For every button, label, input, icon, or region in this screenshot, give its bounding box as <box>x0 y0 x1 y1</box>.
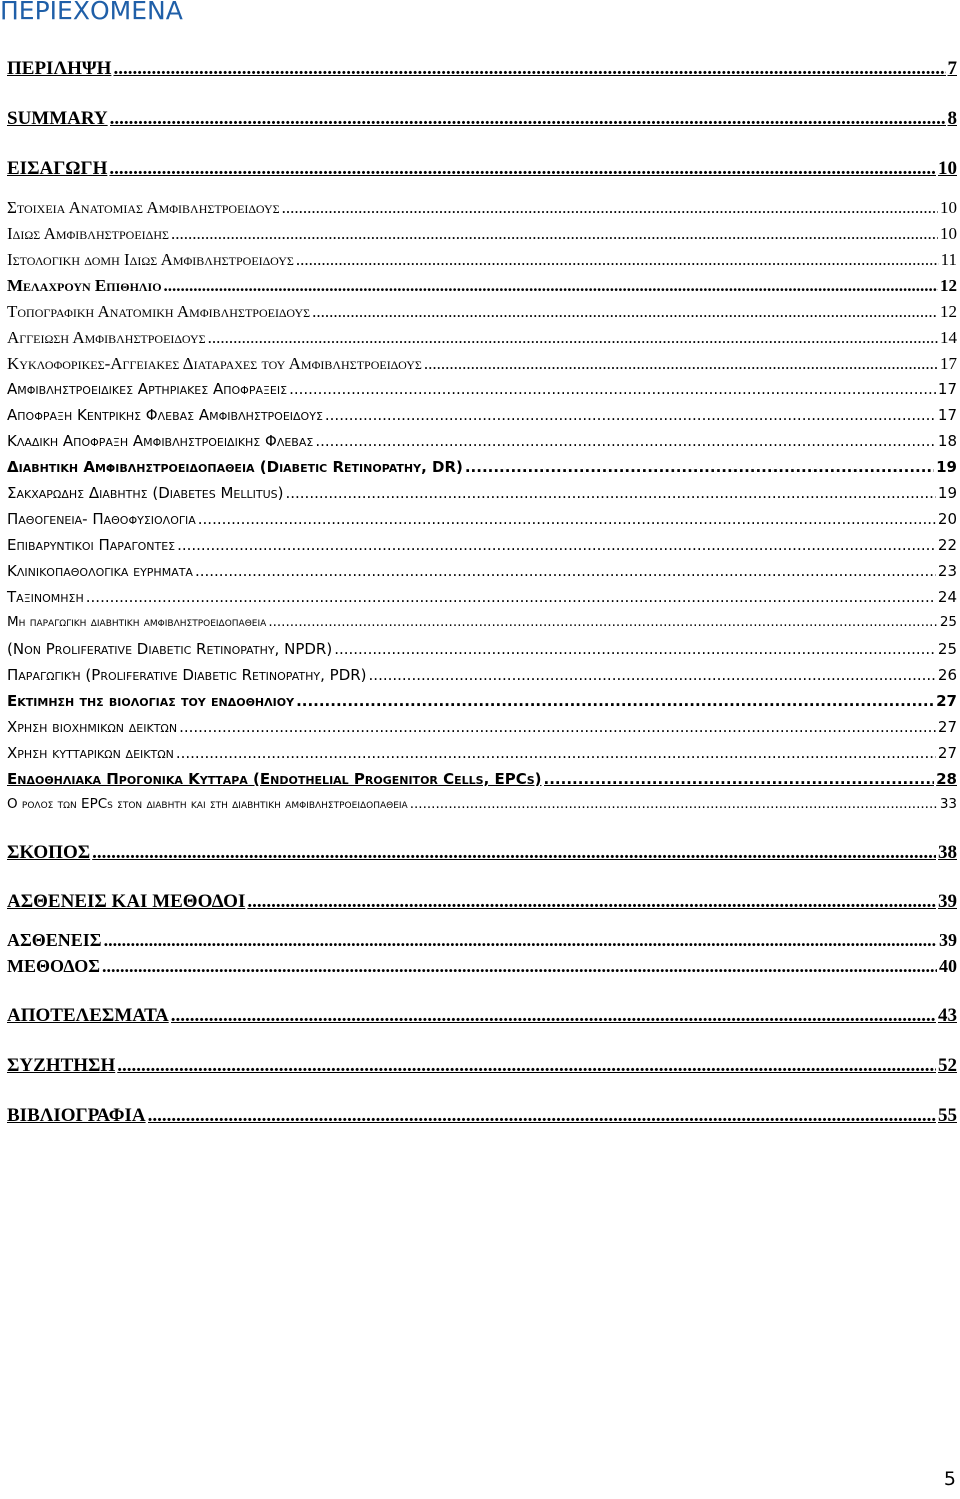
toc-entry-title: Παραγωγική (Proliferative Diabetic Retinopathy, PDR) <box>7 666 367 684</box>
toc-leader <box>410 796 938 812</box>
toc-entry-page: 19 <box>936 458 957 476</box>
toc-leader <box>424 354 938 374</box>
toc-entry-page: 12 <box>940 276 957 295</box>
toc-entry[interactable] <box>7 842 957 864</box>
toc-entry[interactable] <box>7 1005 957 1027</box>
toc-entry[interactable] <box>7 380 957 398</box>
toc-entry-title: Σακχαρωδης Διαβητης (Diabetes Mellitus) <box>7 484 284 502</box>
toc-entry-page: 17 <box>937 406 957 424</box>
toc-leader <box>325 406 936 424</box>
toc-entry-title: Τοπογραφικη Ανατομικη Αμφιβληστροειδους <box>7 302 311 321</box>
toc-entry-title: Κυκλοφορικες-Αγγειακες Διαταραχες του Αμφιβληστροειδους <box>7 354 422 373</box>
toc-leader <box>334 640 936 658</box>
toc-leader <box>179 718 936 736</box>
toc-entry-page: 7 <box>947 58 957 79</box>
toc-entry-title: Διαβητικη Αμφιβληστροειδοπαθεια (Diabetic Retinopathy, DR) <box>7 458 463 476</box>
toc-entry-title: ΠΕΡΙΛΗΨΗ <box>7 58 112 79</box>
toc-entry[interactable] <box>7 930 957 951</box>
toc-leader <box>544 770 935 788</box>
toc-entry-title: Αποφραξη Κεντρικης Φλεβας Αμφιβληστροειδους <box>7 406 323 424</box>
toc-entry[interactable] <box>7 666 957 684</box>
toc-entry-page: 23 <box>937 562 957 580</box>
toc-entry[interactable] <box>7 108 957 130</box>
toc-entry-title: Ταξινομηση <box>7 588 84 606</box>
toc-entry-page: 28 <box>936 770 957 788</box>
toc-entry[interactable] <box>7 224 957 244</box>
toc-leader <box>465 458 934 476</box>
page-number: 5 <box>943 1468 956 1490</box>
toc-entry-page: 10 <box>938 158 957 179</box>
toc-leader <box>171 1005 936 1027</box>
toc-entry-title: Αμφιβληστροειδικες Αρτηριακες Αποφραξεις <box>7 380 288 398</box>
toc-entry-page: 38 <box>938 842 957 863</box>
toc-leader <box>285 484 935 502</box>
toc-entry-page: 55 <box>938 1105 957 1126</box>
toc-entry[interactable] <box>7 588 957 606</box>
toc-leader <box>113 58 945 80</box>
toc-entry-page: 24 <box>937 588 957 606</box>
toc-entry-page: 25 <box>939 614 957 630</box>
toc-entry[interactable] <box>7 956 957 977</box>
toc-entry-title: (Non Proliferative Diabetic Retinopathy, NPDR) <box>7 640 333 658</box>
toc-entry-page: 39 <box>939 930 957 950</box>
toc-entry-page: 10 <box>940 198 957 217</box>
toc-entry-page: 25 <box>937 640 957 658</box>
toc-leader <box>109 158 936 180</box>
toc-entry-title: ΒΙΒΛΙΟΓΡΑΦΙΑ <box>7 1105 146 1126</box>
toc-entry-page: 8 <box>947 108 957 129</box>
toc-entry-title: ΑΠΟΤΕΛΕΣΜΑΤΑ <box>7 1005 169 1026</box>
toc-entry[interactable] <box>7 484 957 502</box>
toc-entry[interactable] <box>7 1105 957 1127</box>
toc-entry-title: Κλινικοπαθολογικα ευρηματα <box>7 562 193 580</box>
toc-entry-title: Μελαχρουν Επιθηλιο <box>7 276 162 295</box>
toc-entry-page: 27 <box>937 744 957 762</box>
toc-entry-page: 10 <box>940 224 957 243</box>
toc-entry-page: 12 <box>940 302 957 321</box>
toc-entry-page: 39 <box>938 891 957 912</box>
toc-entry-page: 11 <box>940 250 957 269</box>
toc-entry-page: 17 <box>940 354 957 373</box>
toc-entry-title: Ιστολογικη δομη Ιδιως Αμφιβληστροειδους <box>7 250 294 269</box>
toc-entry[interactable] <box>7 302 957 322</box>
toc-leader <box>369 666 936 684</box>
toc-leader <box>117 1055 936 1077</box>
toc-leader <box>110 108 946 130</box>
toc-entry-page: 18 <box>937 432 957 450</box>
toc-entry-page: 52 <box>938 1055 957 1076</box>
toc-entry[interactable] <box>7 198 957 218</box>
toc-leader <box>104 930 937 951</box>
toc-entry[interactable] <box>7 276 957 296</box>
toc-leader <box>176 744 936 762</box>
toc-leader <box>312 302 938 322</box>
toc-entry-title: ΜΕΘΟΔΟΣ <box>7 956 101 976</box>
toc-leader <box>282 198 938 218</box>
toc-entry[interactable] <box>7 718 957 736</box>
toc-leader <box>247 891 936 913</box>
toc-entry-title: Αγγειωση Αμφιβληστροειδους <box>7 328 206 347</box>
toc-entry[interactable] <box>7 158 957 180</box>
toc-entry-title: ΕΙΣΑΓΩΓΗ <box>7 158 108 179</box>
toc-leader <box>177 536 936 554</box>
toc-entry-page: 40 <box>939 956 957 976</box>
toc-entry[interactable] <box>7 744 957 762</box>
toc-entry-title: ΣΚΟΠΟΣ <box>7 842 91 863</box>
toc-entry-title: Μη παραγωγικη διαβητικη αμφιβληστροειδοπαθεια <box>7 614 267 630</box>
toc-leader <box>208 328 938 348</box>
toc-entry[interactable] <box>7 536 957 554</box>
toc-entry-page: 43 <box>938 1005 957 1026</box>
toc-entry-title: Παθογενεια- Παθοφυσιολογια <box>7 510 196 528</box>
toc-leader <box>296 250 939 270</box>
toc-entry-page: 33 <box>939 796 957 812</box>
toc-entry[interactable] <box>7 796 957 812</box>
toc-leader <box>102 956 937 977</box>
toc-leader <box>86 588 936 606</box>
toc-entry-page: 22 <box>937 536 957 554</box>
toc-leader <box>289 380 936 398</box>
toc-entry-title: Ενδοθηλιακα Προγονικα Κυτταρα (Endothelial Progenitor Cells, EPCs) <box>7 770 542 788</box>
toc-leader <box>195 562 936 580</box>
toc-entry-page: 27 <box>936 692 957 710</box>
toc-entry-page: 14 <box>940 328 957 347</box>
toc-entry-title: ΣΥΖΗΤΗΣΗ <box>7 1055 116 1076</box>
toc-entry-title: Επιβαρυντικοι Παραγοντες <box>7 536 176 554</box>
toc-entry[interactable] <box>7 58 957 80</box>
toc-entry-title: Κλαδικη Αποφραξη Αμφιβληστροειδικης Φλεβας <box>7 432 314 450</box>
toc-entry-title: Στοιχεια Ανατομιας Αμφιβληστροειδους <box>7 198 280 217</box>
page-title: ΠΕΡΙΕΧΟΜΕΝΑ <box>0 0 183 25</box>
toc-leader <box>164 276 938 296</box>
toc-entry[interactable] <box>7 510 957 528</box>
toc-entry-title: Χρηση κυτταρικων δεικτων <box>7 744 174 762</box>
toc-entry-page: 17 <box>937 380 957 398</box>
toc-entry-title: Χρηση βιοχημικων δεικτων <box>7 718 178 736</box>
toc-entry[interactable] <box>7 328 957 348</box>
toc-entry[interactable] <box>7 406 957 424</box>
toc-entry[interactable] <box>7 250 957 270</box>
toc-entry-title: Ο ρολος των EPCs στον διαβητη και στη διαβητικη αμφιβληστροειδοπαθεια <box>7 796 408 812</box>
toc-entry[interactable] <box>7 458 957 476</box>
toc-entry-title: SUMMARY <box>7 108 108 129</box>
toc-leader <box>198 510 936 528</box>
toc-entry-title: ΑΣΘΕΝΕΙΣ <box>7 930 102 950</box>
toc-entry[interactable] <box>7 640 957 658</box>
toc-entry-title: ΑΣΘΕΝΕΙΣ ΚΑΙ ΜΕΘΟΔΟΙ <box>7 891 246 912</box>
toc-entry-page: 19 <box>937 484 957 502</box>
toc-entry-page: 26 <box>937 666 957 684</box>
toc-entry-page: 20 <box>937 510 957 528</box>
toc-entry[interactable] <box>7 562 957 580</box>
toc-entry[interactable] <box>7 432 957 450</box>
toc-entry[interactable] <box>7 891 957 913</box>
toc-leader <box>148 1105 936 1127</box>
toc-entry[interactable] <box>7 354 957 374</box>
toc-leader <box>171 224 938 244</box>
toc-entry-page: 27 <box>937 718 957 736</box>
toc-entry[interactable] <box>7 692 957 710</box>
toc-entry[interactable] <box>7 770 957 788</box>
toc-leader <box>315 432 936 450</box>
toc-entry-title: Ιδιως Αμφιβληστροειδης <box>7 224 170 243</box>
toc-entry[interactable] <box>7 1055 957 1077</box>
toc-leader <box>268 614 938 630</box>
toc-entry-title: Εκτιμηση της βιολογιας του ενδοθηλιου <box>7 692 295 710</box>
toc-entry[interactable] <box>7 614 957 630</box>
toc-leader <box>92 842 936 864</box>
toc-leader <box>296 692 934 710</box>
